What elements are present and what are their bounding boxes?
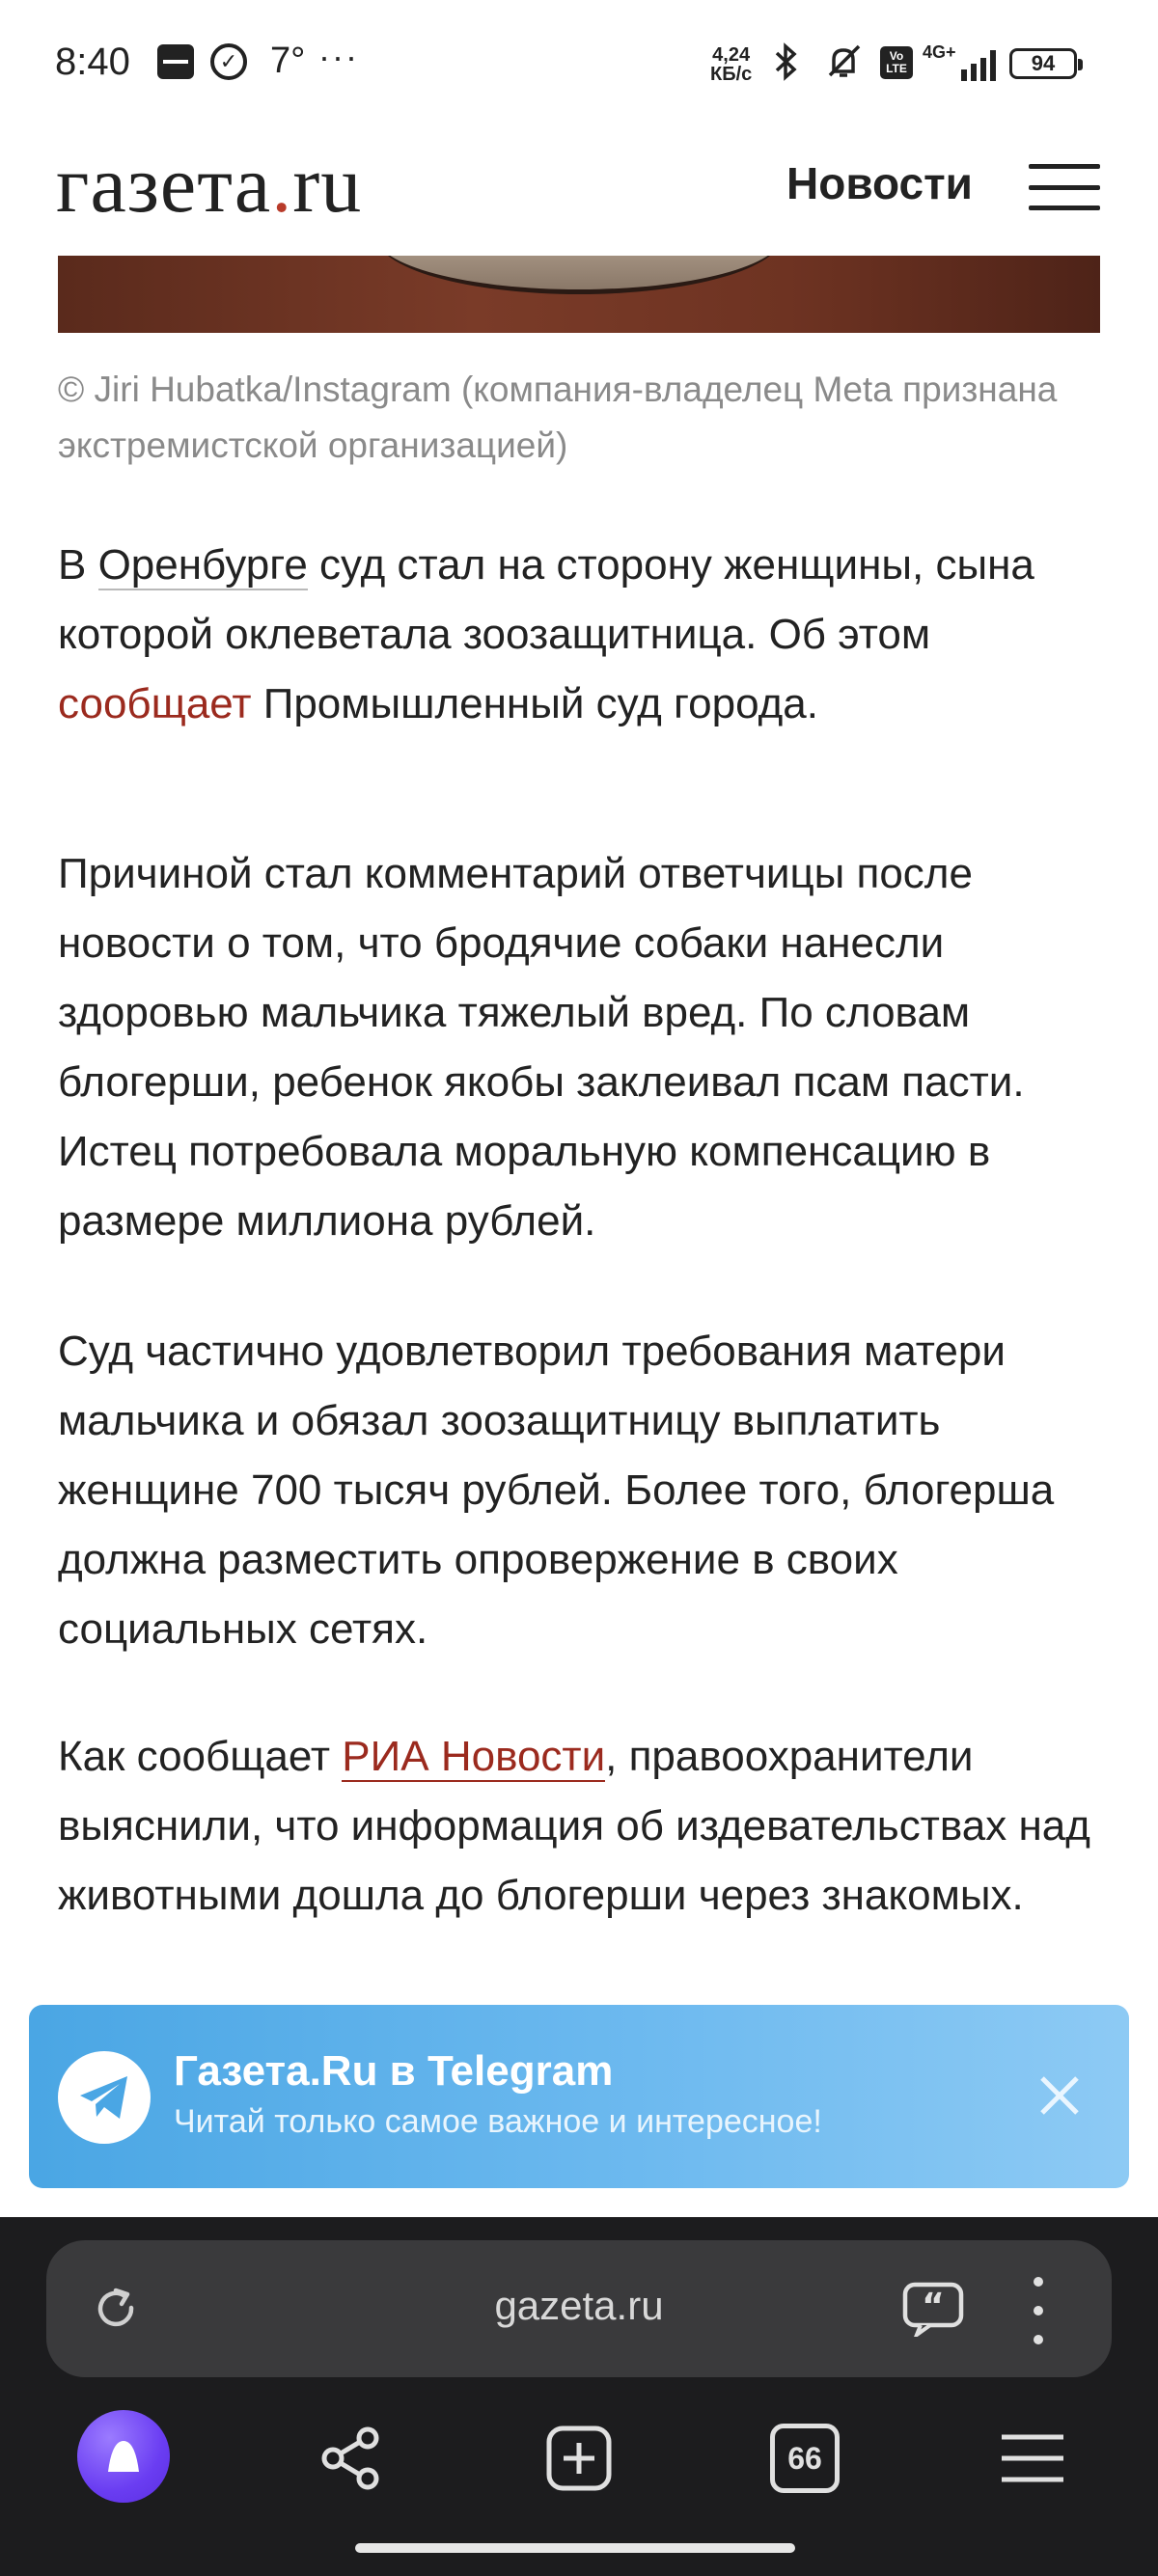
status-more-icon: ··· xyxy=(318,37,359,76)
site-logo[interactable]: газета.ru xyxy=(56,140,363,230)
site-header xyxy=(0,130,1158,256)
new-tab-icon[interactable] xyxy=(531,2410,627,2507)
tabs-counter[interactable] xyxy=(757,2410,853,2507)
article-paragraph-3: Суд частично удовлетворил требования матери мальчика и обязал зоозащитницу выплатить женщине 700 тысяч рублей. Более того, блогерша должна разместить опровержение в своих социальных сетях. xyxy=(58,1328,1055,1653)
article-photo xyxy=(58,256,1100,333)
home-indicator[interactable] xyxy=(355,2543,795,2553)
telegram-banner-subtitle: Читай только самое важное и интересное! xyxy=(174,2103,822,2140)
volte-icon: Vo LTE xyxy=(880,46,913,79)
tabs-count: 66 xyxy=(787,2440,822,2476)
more-vert-icon[interactable] xyxy=(1031,2277,1046,2344)
share-icon[interactable] xyxy=(303,2410,400,2507)
nav-news-link[interactable]: Новости xyxy=(786,158,973,208)
browser-menu-icon[interactable] xyxy=(984,2410,1081,2507)
svg-text:“: “ xyxy=(922,2287,945,2326)
browser-toolbar xyxy=(0,2217,1158,2576)
url-text[interactable]: gazeta.ru xyxy=(494,2283,664,2328)
telegram-banner[interactable] xyxy=(29,2005,1129,2188)
article-paragraph-1: В Оренбурге суд стал на сторону женщины, сына которой оклеветала зоозащитница. Об этом сообщает Промышленный суд города. xyxy=(58,541,1034,727)
check-circle-icon: ✓ xyxy=(210,43,247,80)
telegram-icon xyxy=(58,2051,151,2144)
status-temperature: 7° xyxy=(270,41,306,81)
source-link[interactable]: сообщает xyxy=(58,680,252,727)
status-time: 8:40 xyxy=(55,41,130,83)
status-bar xyxy=(0,0,1158,130)
close-icon[interactable] xyxy=(1033,2069,1087,2123)
network-speed xyxy=(710,45,752,84)
article-paragraph-2: Причиной стал комментарий ответчицы после новости о том, что бродячие собаки нанесли здоровью мальчика тяжелый вред. По словам блогерши, ребенок якобы заклеивал псам пасти. Истец потребовала моральную компенсацию в размере миллиона рублей. xyxy=(58,850,1025,1245)
article-paragraph-4: Как сообщает РИА Новости, правоохранители выяснили, что информация об издевательствах над животными дошла до блогерши через знакомых. xyxy=(58,1733,1090,1919)
bottom-nav xyxy=(0,2410,1158,2516)
alice-assistant-icon[interactable] xyxy=(77,2410,170,2503)
mute-bell-icon xyxy=(822,42,865,81)
bluetooth-icon xyxy=(772,42,801,81)
photo-caption: © Jiri Hubatka/Instagram (компания-владелец Meta признана экстремистской организацией) xyxy=(58,370,1058,465)
telegram-banner-title: Газета.Ru в Telegram xyxy=(174,2047,614,2095)
network-speed-unit: КБ/с xyxy=(710,64,753,85)
city-link[interactable]: Оренбурге xyxy=(97,541,308,589)
address-bar[interactable] xyxy=(46,2240,1112,2377)
tabs-icon xyxy=(770,2424,840,2493)
network-type: 4G+ xyxy=(923,42,956,62)
mail-icon xyxy=(157,44,194,79)
quote-icon[interactable] xyxy=(901,2281,965,2337)
menu-icon[interactable] xyxy=(1029,164,1100,210)
photo-object xyxy=(376,256,782,294)
network-speed-value: 4,24 xyxy=(712,44,751,66)
battery-icon: 94 xyxy=(1009,48,1077,79)
signal-icon xyxy=(961,48,996,81)
ria-news-link[interactable]: РИА Новости xyxy=(342,1733,606,1780)
